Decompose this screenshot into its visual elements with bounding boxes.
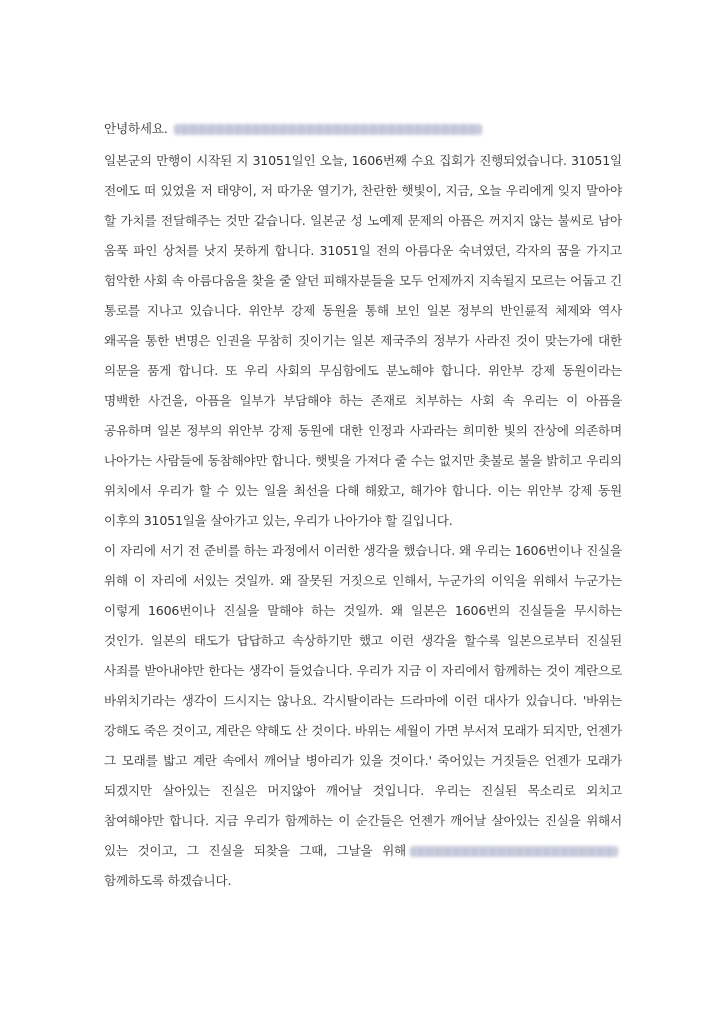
redacted-name: [410, 846, 618, 857]
document-page: [104, 114, 622, 896]
paragraph-2-main: 이 자리에 서기 전 준비를 하는 과정에서 이러한 생각을 했습니다. 왜 우리는 1606번이나 진실을 위해 이 자리에 서있는 것일까. 왜 잘못된 거짓으로 인해서, 누군가의 이익을 위해서 누군가는 이렇게 1606번이나 진실을 말해야 하는 것일까. 왜 일본은 1606번의 진실들을 무시하는 것인가. 일본의 태도가 답답하고 속상하기만 했고 이런 생각을 할수록 일본으로부터 진실된 사죄를 받아내야만 한다는 생각이 들었습니다. 우리가 지금 이 자리에서 함께하는 것이 계란으로 바위치기라는 생각이 드시지는 않나요. 각시탈이라는 드라마에 이런 대사가 있습니다. '바위는 강해도 죽은 것이고, 계란은 약해도 산 것이다. 바위는 세월이 가면 부서져 모래가 되지만, 언젠가 그 모래를 밟고 계란 속에서 깨어날 병아리가 있을 것이다.' 죽어있는 거짓들은 언젠가 모래가 되겠지만 살아있는 진실은 머지않아 깨어날 것입니다. 우리는 진실된 목소리로 외치고 참여해야만 합니다. 지금 우리가 함께하는 이 순간들은 언젠가 깨어날 살아있는 진실을 위해서 있는 것이고, 그 진실을 되찾을 그때, 그날을 위해: [104, 543, 622, 858]
paragraph-2: [104, 536, 622, 896]
paragraph-1: 일본군의 만행이 시작된 지 31051일인 오늘, 1606번째 수요 집회가 진행되었습니다. 31051일 전에도 떠 있었을 저 태양이, 저 따가운 열기가, 찬란한 햇빛이, 지금, 오늘 우리에게 잊지 말아야 할 가치를 전달해주는 것만 같습니다. 일본군 성 노예제 문제의 아픔은 꺼지지 않는 불씨로 남아 움푹 파인 상처를 낫지 못하게 합니다. 31051일 전의 아름다운 숙녀였던, 각자의 꿈을 가지고 험악한 사회 속 아름다움을 찾을 줄 알던 피해자분들을 모두 언제까지 지속될지 모르는 어둡고 긴 통로를 지나고 있습니다. 위안부 강제 동원을 통해 보인 일본 정부의 반인륜적 체제와 역사 왜곡을 통한 변명은 인권을 무참히 짓이기는 일본 제국주의 정부가 사라진 것이 맞는가에 대한 의문을 품게 합니다. 또 우리 사회의 무심함에도 분노해야 합니다. 위안부 강제 동원이라는 명백한 사건을, 아픔을 일부가 부담해야 하는 존재로 치부하는 사회 속 우리는 이 아픔을 공유하며 일본 정부의 위안부 강제 동원에 대한 인정과 사과라는 희미한 빛의 잔상에 의존하며 나아가는 사람들에 동참해야만 합니다. 햇빛을 가져다 줄 수는 없지만 촛불로 불을 밝히고 우리의 위치에서 우리가 할 수 있는 일을 최선을 다해 해왔고, 해가야 합니다. 이는 위안부 강제 동원 이후의 31051일을 살아가고 있는, 우리가 나아가야 할 길입니다.: [104, 153, 622, 528]
greeting-line: [104, 114, 622, 144]
paragraph-2-ending: 함께하도록 하겠습니다.: [104, 873, 232, 888]
redacted-introduction: [174, 124, 482, 135]
greeting-text: 안녕하세요.: [104, 121, 168, 136]
